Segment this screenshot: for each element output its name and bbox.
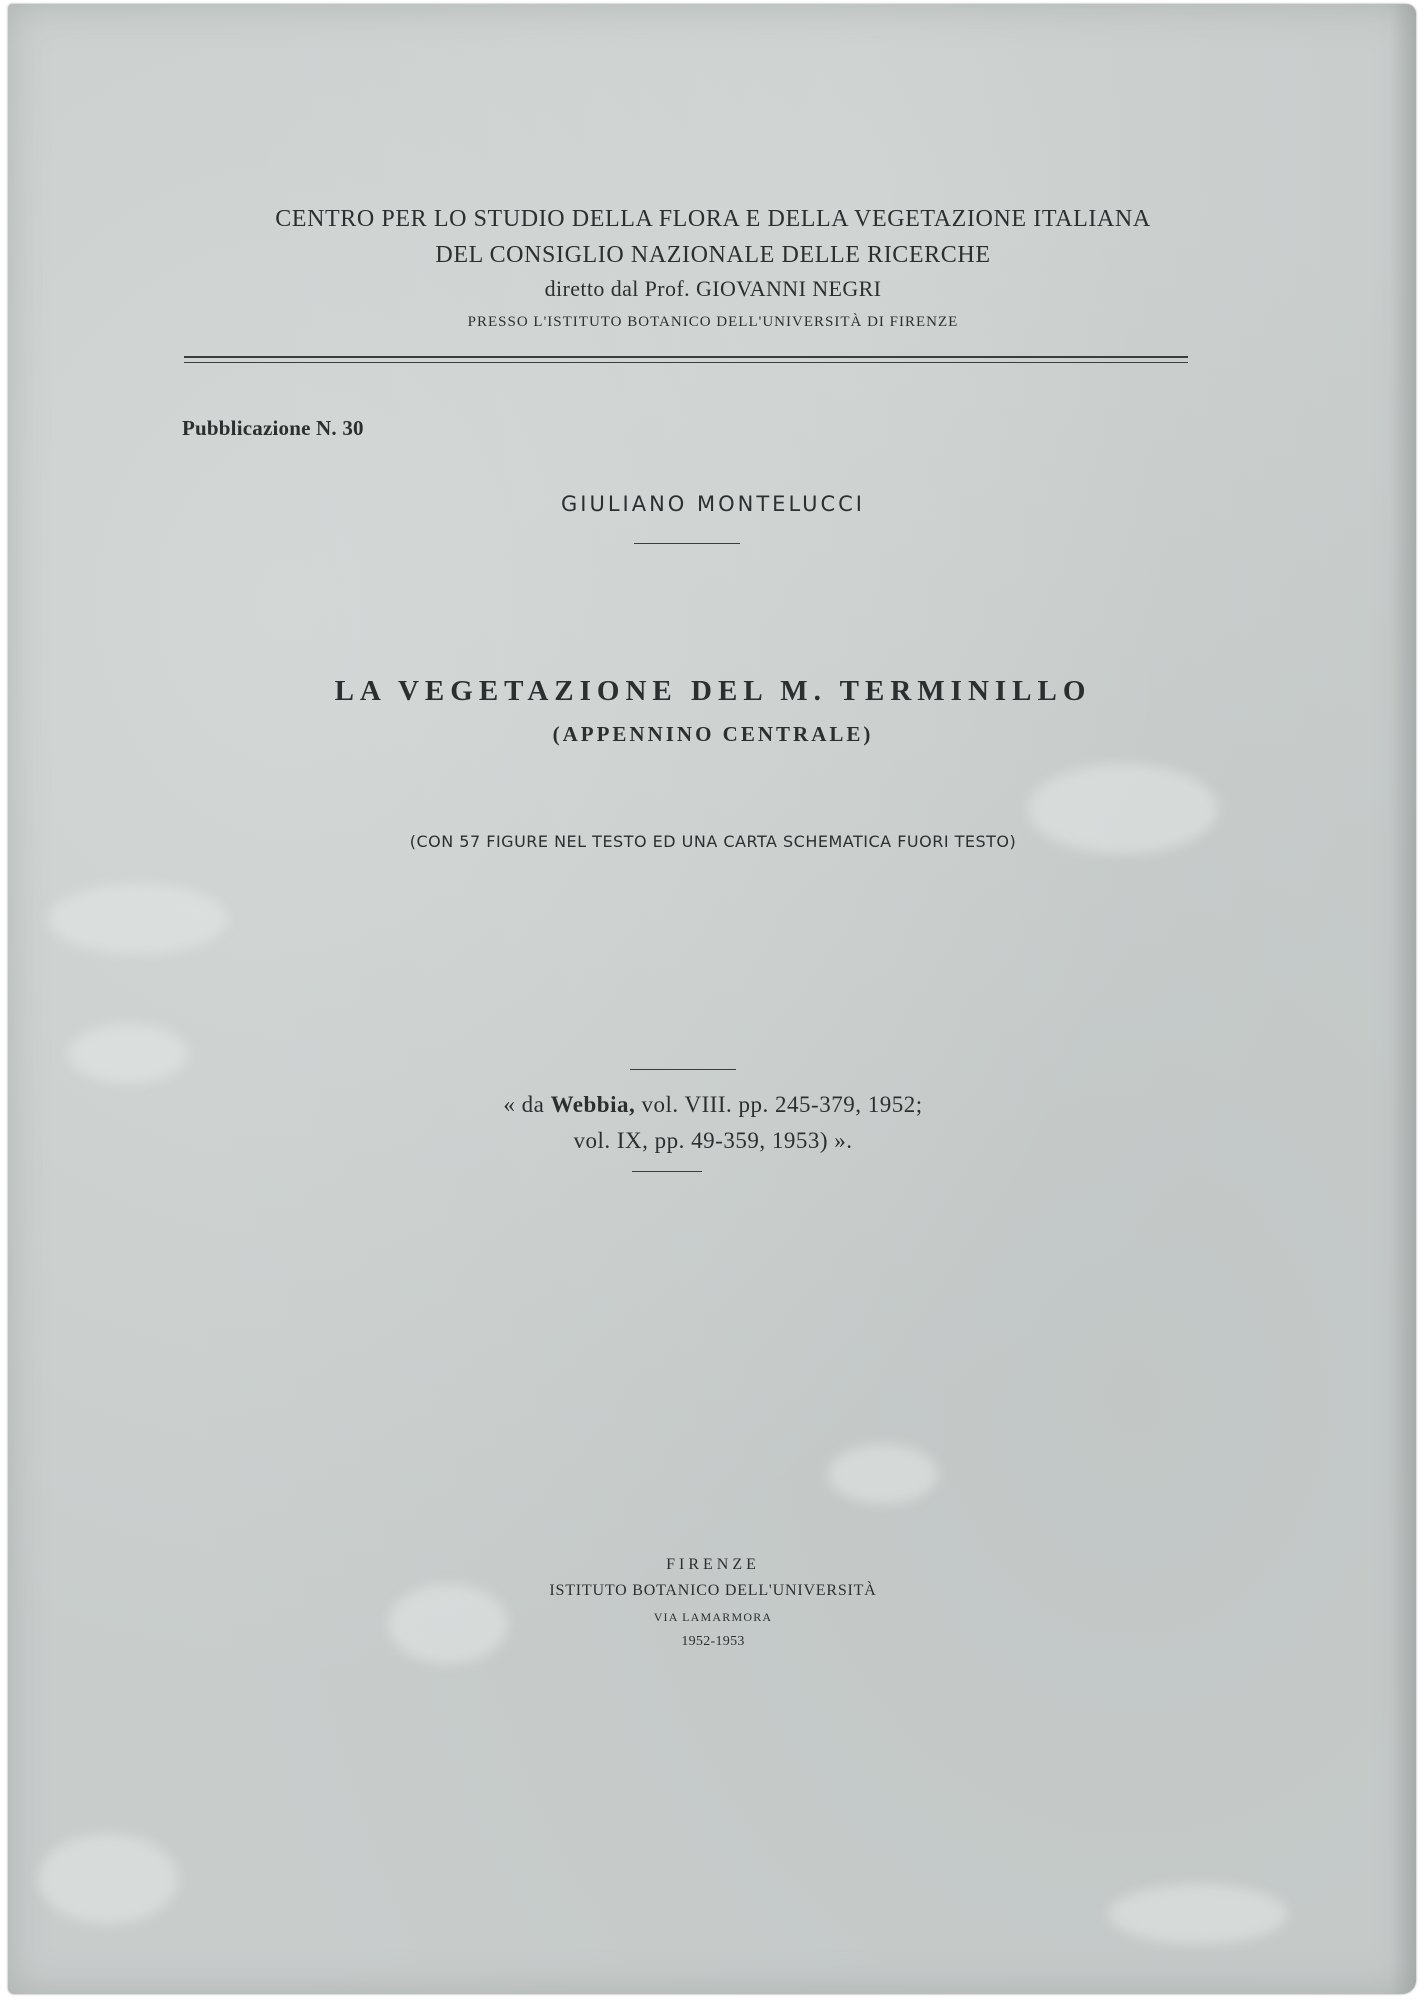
source-line-1: [0, 1092, 1426, 1118]
figures-note: (CON 57 FIGURE NEL TESTO ED UNA CARTA SCHEMATICA FUORI TESTO): [409, 832, 1017, 851]
paper-wear-spot: [68, 1024, 188, 1084]
header-line-location: PRESSO L'ISTITUTO BOTANICO DELL'UNIVERSITÀ DI FIRENZE: [467, 314, 959, 330]
source-journal: Webbia,: [550, 1092, 636, 1117]
header-line-director: diretto dal Prof. GIOVANNI NEGRI: [544, 276, 882, 301]
header-rule-bottom: [184, 362, 1188, 363]
publication-number: Pubblicazione N. 30: [182, 416, 364, 440]
header-line-institution: CENTRO PER LO STUDIO DELLA FLORA E DELLA VEGETAZIONE ITALIANA: [275, 206, 1151, 232]
source-prefix: « da: [503, 1092, 551, 1117]
imprint-institute: ISTITUTO BOTANICO DELL'UNIVERSITÀ: [549, 1582, 877, 1599]
paper-wear-spot: [1108, 1884, 1288, 1944]
author-rule: [634, 543, 740, 544]
header-line-council: DEL CONSIGLIO NAZIONALE DELLE RICERCHE: [435, 242, 991, 268]
paper-wear-spot: [38, 1834, 178, 1924]
header-rule-top: [184, 356, 1188, 358]
paper-wear-spot: [48, 884, 228, 954]
author-name: GIULIANO MONTELUCCI: [560, 492, 865, 516]
book-title: LA VEGETAZIONE DEL M. TERMINILLO: [334, 675, 1092, 707]
book-cover: [8, 4, 1416, 1994]
imprint-years: 1952-1953: [681, 1634, 745, 1649]
book-subtitle: (APPENNINO CENTRALE): [552, 722, 874, 746]
imprint-street: VIA LAMARMORA: [653, 1610, 773, 1624]
source-rule-top: [630, 1069, 736, 1070]
source-line-2: vol. IX, pp. 49-359, 1953) ».: [573, 1128, 853, 1153]
paper-wear-spot: [828, 1444, 938, 1504]
cover-edge-shadow: [1390, 4, 1416, 1994]
source-rule-bottom: [632, 1171, 702, 1172]
source-line-1-rest: vol. VIII. pp. 245-379, 1952;: [635, 1092, 923, 1117]
imprint-city: FIRENZE: [666, 1556, 760, 1573]
